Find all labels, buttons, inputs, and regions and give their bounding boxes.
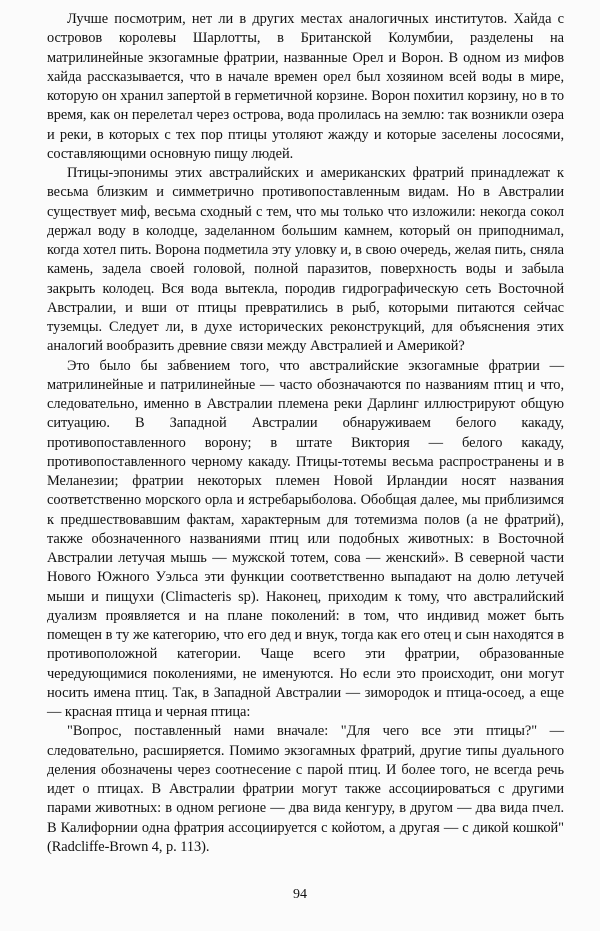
page-number: 94 [293,887,307,902]
page-body [47,10,564,857]
paragraph-3: Это было бы забвением того, что австралийские экзогамные фратрии — матрилинейные и патрилинейные — часто обозначаются по названиям птиц и что, следовательно, именно в Австралии племена реки Дарлинг иллюстрируют общую ситуацию. В Западной Австралии обнаруживаем белого какаду, противопоставленного ворону; в штате Виктория — белого какаду, противопоставленного черному какаду. Птицы-тотемы весьма распространены и в Меланезии; фратрии некоторых племен Новой Ирландии носят названия соответственно морского орла и ястребарыболова. Обобщая далее, мы приблизимся к предшествовавшим фактам, характерным для тотемизма полов (а не фратрий), также обозначенного названиями птиц или подобных животных: в Восточной Австралии летучая мышь — мужской тотем, сова — женский». В северной части Нового Южного Уэльса эти функции соответственно выпадают на долю летучей мыши и пищухи (Climacteris sp). Наконец, приходим к тому, что австралийский дуализм проявляется и на плане поколений: в том, что индивид может быть помещен в ту же категорию, что его дед и внук, тогда как его отец и сын находятся в противоположной категории. Чаще всего эти фратрии, образованные чередующимися поколениями, не именуются. Но если это происходит, они могут носить имена птиц. Так, в Западной Австралии — зимородок и птица-осоед, а еще — красная птица и черная птица: [47,357,564,720]
paragraph-1: Лучше посмотрим, нет ли в других местах аналогичных институтов. Хайда с островов королевы Шарлотты, в Британской Колумбии, разделены на матрилинейные экзогамные фратрии, названные Орел и Ворон. В одном из мифов хайда рассказывается, что в начале времен орел был хозяином всей воды в мире, которую он хранил запертой в герметичной корзине. Ворон похитил корзину, но в то время, как он перелетал через острова, вода пролилась на землю: так возникли озера и реки, в которых с тех пор птицы утоляют жажду и которые заселены лососями, составляющими основную пищу людей. [47,11,564,162]
quote-paragraph: "Вопрос, поставленный нами вначале: "Для чего все эти птицы?" — следовательно, расширяется. Помимо экзогамных фратрий, другие типы дуального деления обозначены через соотнесение с парой птиц. И более того, не всегда речь идет о птицах. В Австралии фратрии могут также ассоциироваться с другими парами животных: в одном регионе — два вида кенгуру, в другом — два вида пчел. В Калифорнии одна фратрия ассоциируется с койотом, а другая — с дикой кошкой" (Radcliffe-Brown 4, p. 113). [47,723,564,855]
paragraph-2: Птицы-эпонимы этих австралийских и американских фратрий принадлежат к весьма близким и симметрично противопоставленным видам. Но в Австралии существует миф, весьма сходный с тем, что мы только что изложили: некогда сокол держал воду в колодце, заделанном большим камнем, который он приподнимал, когда хотел пить. Ворона подметила эту уловку и, в свою очередь, желая пить, сняла камень, задела своей головой, полной паразитов, поверхность воды и забыла закрыть колодец. Вся вода вытекла, породив гидрографическую сеть Восточной Австралии, и вши от птицы превратились в рыб, которыми питаются сейчас туземцы. Следует ли, в духе исторических реконструкций, для объяснения этих аналогий вообразить древние связи между Австралией и Америкой? [47,165,564,355]
